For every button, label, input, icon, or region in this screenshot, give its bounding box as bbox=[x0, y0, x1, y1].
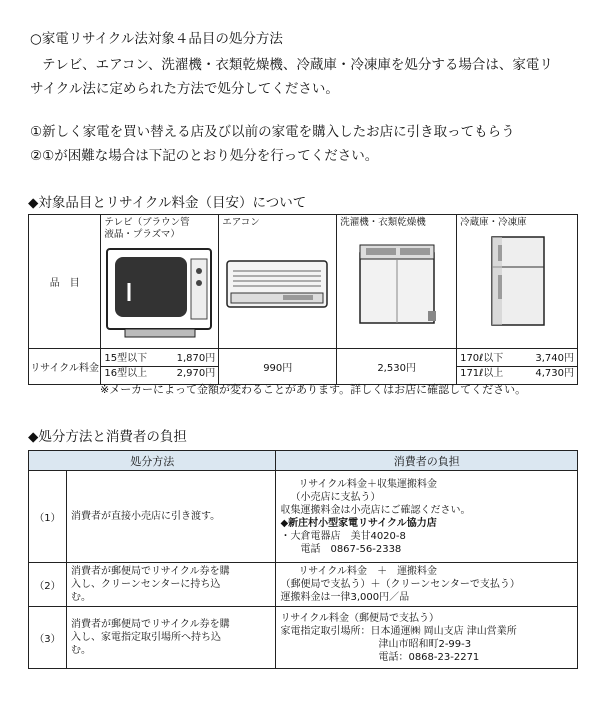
burden-line: （郵便局で支払う）＋（クリーンセンターで支払う） bbox=[280, 579, 520, 590]
tv-small-price: 1,870円 bbox=[176, 353, 216, 364]
fridge-large-label: 171ℓ以上 bbox=[460, 368, 504, 379]
tv-icon bbox=[101, 243, 218, 348]
burden-line: 津山市昭和町2-99-3 bbox=[378, 638, 472, 650]
col-header-burden: 消費者の負担 bbox=[276, 451, 578, 471]
burden-line: ◆新庄村小型家電リサイクル協力店 bbox=[280, 517, 437, 529]
burden-line: 運搬料金は一律3,000円／品 bbox=[280, 592, 410, 603]
col-header-method: 処分方法 bbox=[29, 451, 276, 471]
burden-line: 収集運搬料金は小売店にご確認ください。 bbox=[280, 504, 471, 516]
table-row bbox=[29, 607, 578, 669]
method-text: 消費者が直接小売店に引き渡す。 bbox=[66, 471, 275, 563]
burden-line: リサイクル料金（郵便局で支払う） bbox=[280, 612, 440, 624]
burden-line: リサイクル料金 ＋ 運搬料金 bbox=[298, 566, 438, 577]
table-row bbox=[29, 563, 578, 607]
product-tv bbox=[101, 215, 219, 349]
product-washer-name: 洗濯機・衣類乾燥機 bbox=[340, 217, 426, 228]
aircon-fee: 990円 bbox=[219, 349, 337, 385]
fridge-fee bbox=[457, 349, 578, 385]
product-washer bbox=[337, 215, 457, 349]
washing-machine-icon bbox=[337, 231, 456, 336]
burden-line: 電話：0868-23-2271 bbox=[378, 651, 480, 663]
row-label-item: 品 目 bbox=[29, 215, 101, 349]
recycle-fee-table bbox=[28, 214, 578, 385]
burden-line: 電話 0867-56-2338 bbox=[300, 543, 402, 555]
row-number: （1） bbox=[29, 471, 67, 563]
method-text: 消費者が郵便局でリサイクル券を購 入し、クリーンセンターに持ち込 む。 bbox=[66, 563, 275, 607]
product-aircon-name: エアコン bbox=[222, 217, 260, 228]
method-text: 消費者が郵便局でリサイクル券を購 入し、家電指定取引場所へ持ち込 む。 bbox=[66, 607, 275, 669]
tv-large-price: 2,970円 bbox=[176, 368, 216, 379]
intro-line-1: テレビ、エアコン、洗濯機・衣類乾燥機、冷蔵庫・冷凍庫を処分する場合は、家電リ bbox=[42, 57, 553, 73]
burden-line: リサイクル料金＋収集運搬料金 bbox=[298, 478, 438, 490]
air-conditioner-icon bbox=[219, 231, 336, 336]
burden-line: ・大倉電器店 美甘4020-8 bbox=[280, 530, 406, 542]
row-label-fee: リサイクル料金 bbox=[29, 349, 101, 385]
burden-text bbox=[276, 471, 578, 563]
intro-line-2: サイクル法に定められた方法で処分してください。 bbox=[30, 81, 339, 97]
tv-fee bbox=[101, 349, 219, 385]
section-title: ○家電リサイクル法対象４品目の処分方法 bbox=[30, 31, 283, 47]
table-row bbox=[29, 471, 578, 563]
tv-large-label: 16型以上 bbox=[104, 368, 148, 379]
row-number: （2） bbox=[29, 563, 67, 607]
product-fridge-name: 冷蔵庫・冷凍庫 bbox=[460, 217, 527, 228]
burden-line: （小売店に支払う） bbox=[290, 491, 381, 503]
tv-small-label: 15型以下 bbox=[104, 353, 148, 364]
fridge-small-label: 170ℓ以下 bbox=[460, 353, 504, 364]
disposal-section-heading: ◆処分方法と消費者の負担 bbox=[28, 429, 187, 445]
burden-line: 家電指定取引場所：日本通運㈱ 岡山支店 津山営業所 bbox=[280, 625, 517, 637]
product-fridge bbox=[457, 215, 578, 349]
row-number: （3） bbox=[29, 607, 67, 669]
fee-section-heading: ◆対象品目とリサイクル料金（目安）について bbox=[28, 195, 307, 211]
washer-fee: 2,530円 bbox=[337, 349, 457, 385]
fridge-large-price: 4,730円 bbox=[535, 368, 574, 379]
fee-note: ※メーカーによって金額が変わることがあります。詳しくはお店に確認してください。 bbox=[100, 383, 527, 396]
product-aircon bbox=[219, 215, 337, 349]
burden-text bbox=[276, 607, 578, 669]
refrigerator-icon bbox=[457, 231, 577, 336]
disposal-method-table bbox=[28, 450, 578, 669]
method-item-2: ②①が困難な場合は下記のとおり処分を行ってください。 bbox=[30, 148, 379, 164]
product-tv-name: テレビ（ブラウン管 液晶・プラズマ） bbox=[104, 217, 190, 240]
burden-text bbox=[276, 563, 578, 607]
fridge-small-price: 3,740円 bbox=[535, 353, 574, 364]
method-item-1: ①新しく家電を買い替える店及び以前の家電を購入したお店に引き取ってもらう bbox=[30, 124, 515, 140]
